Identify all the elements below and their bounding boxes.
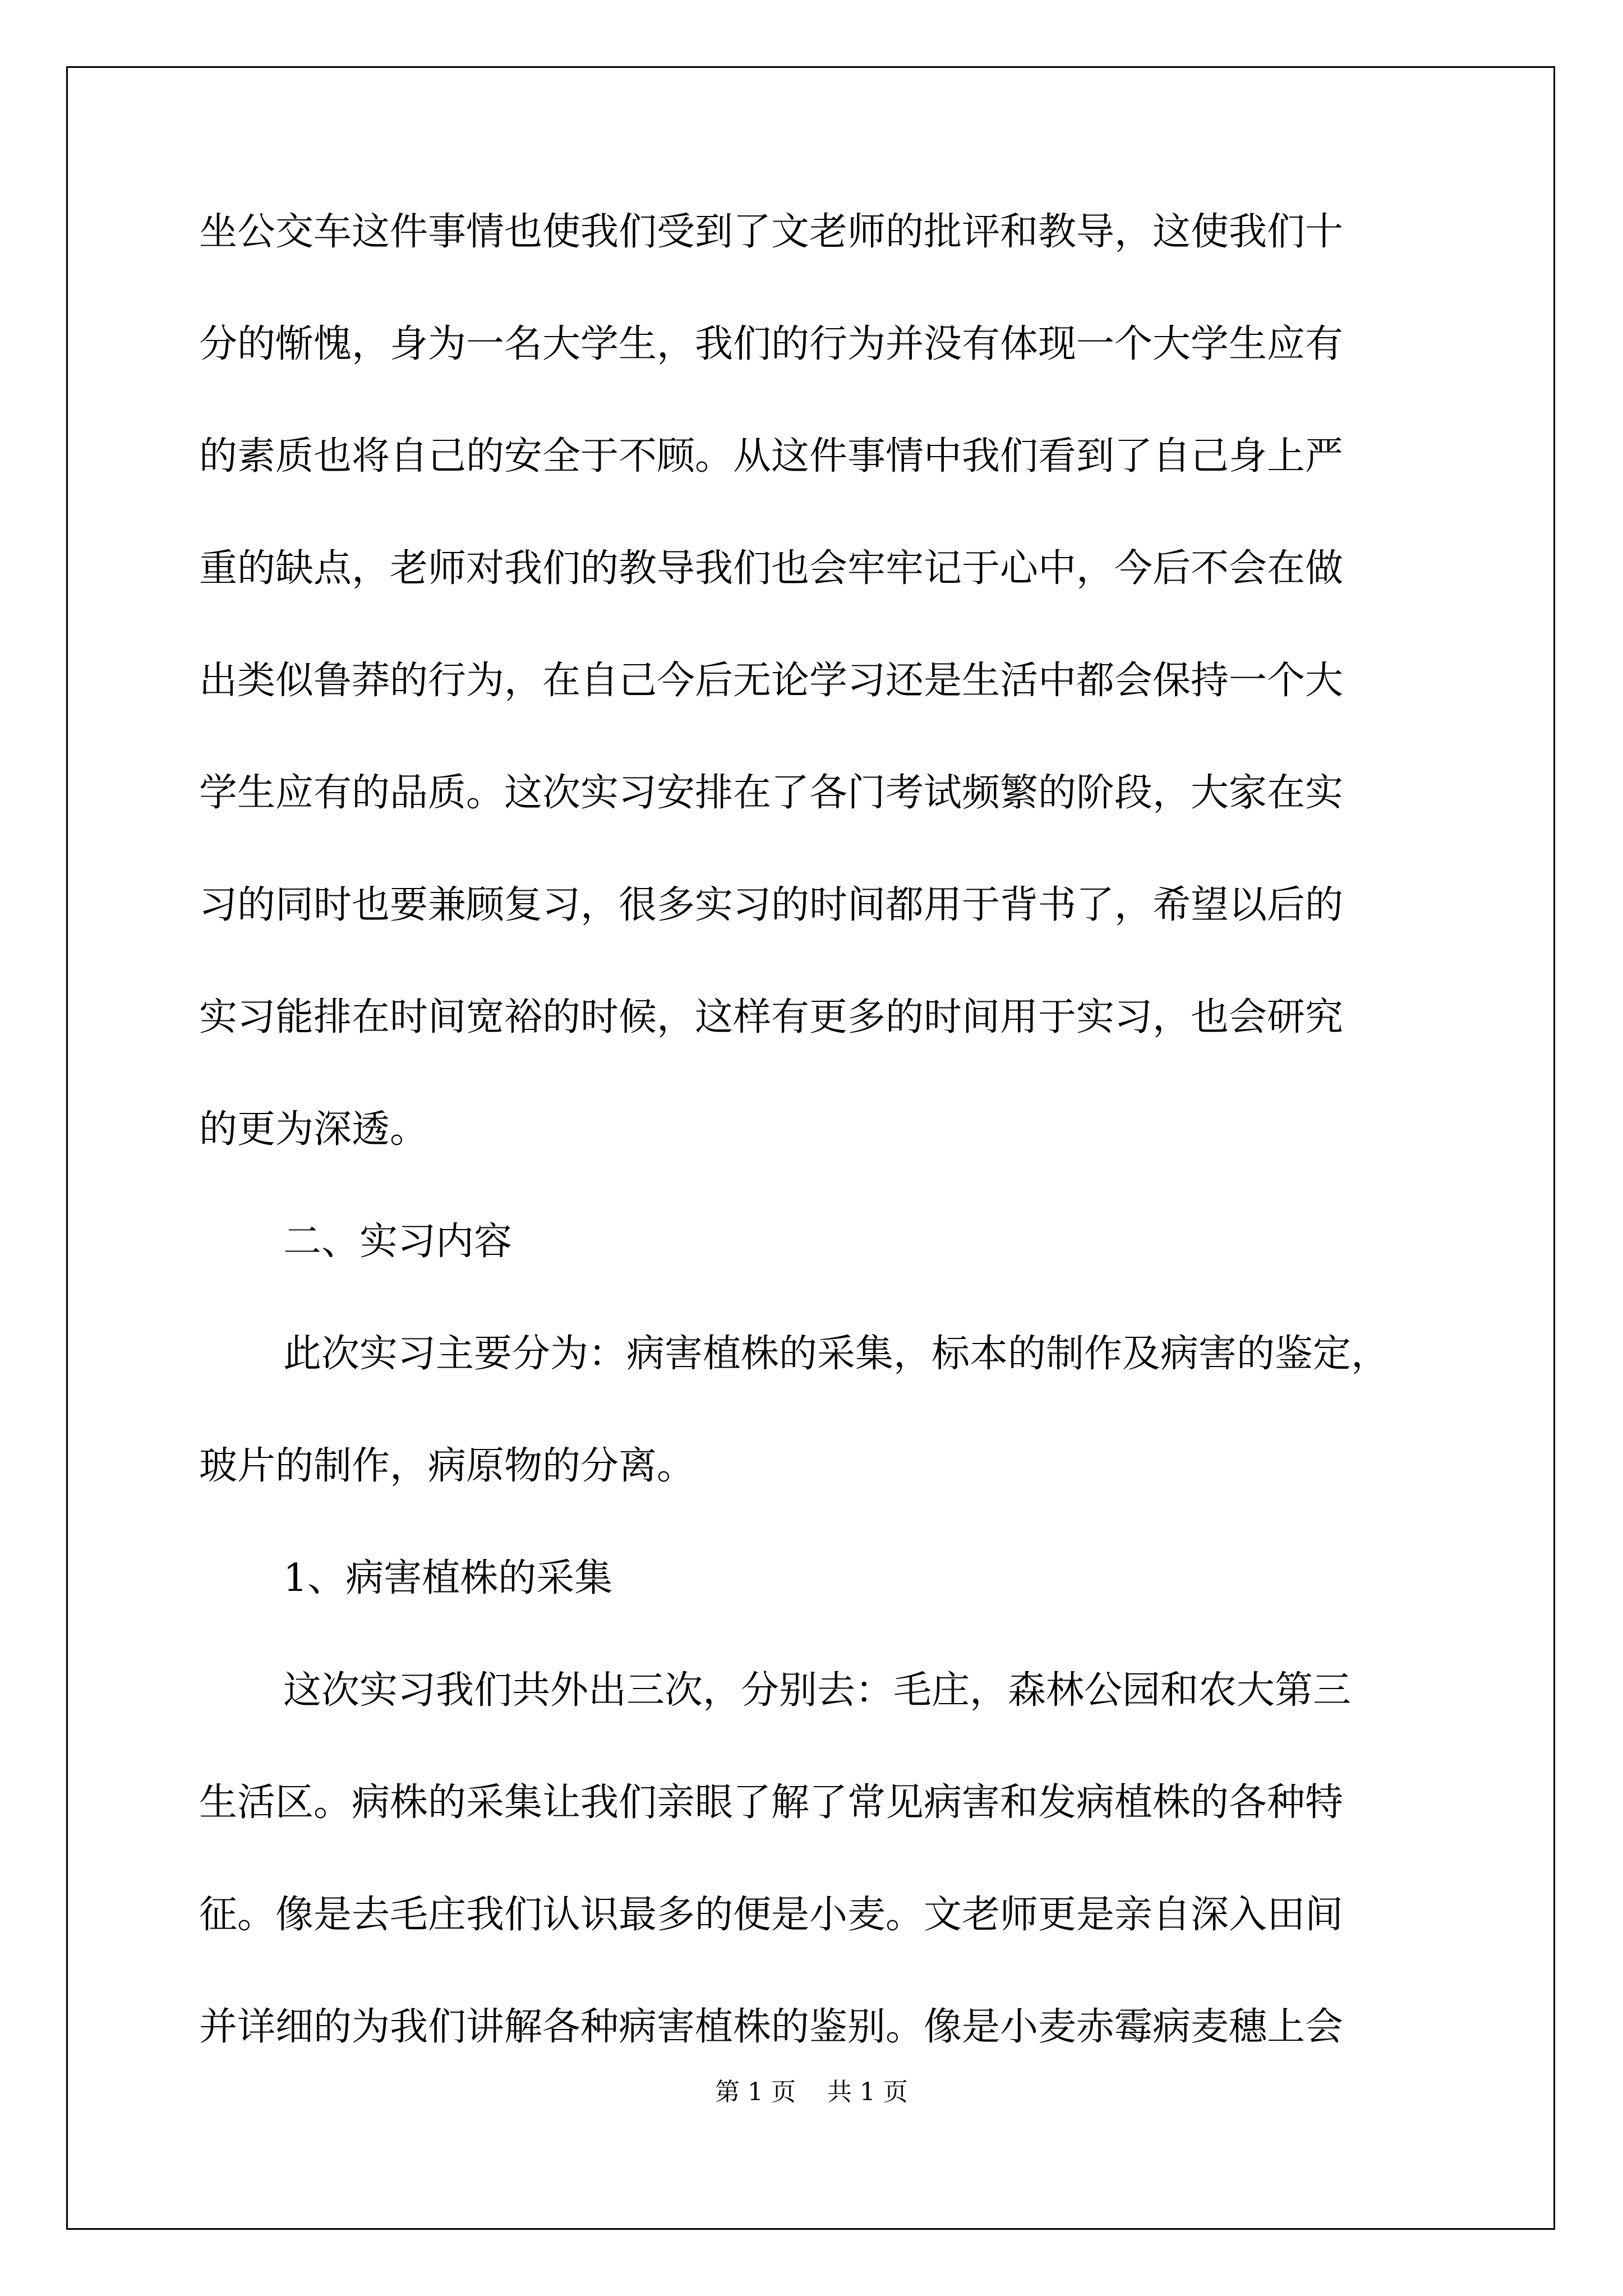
body-text-line: 学生应有的品质。这次实习安排在了各门考试频繁的阶段，大家在实 [199,771,1344,815]
body-text-line: 实习能排在时间宽裕的时候，这样有更多的时间用于实习，也会研究 [199,995,1344,1039]
body-text-line: 分的惭愧，身为一名大学生，我们的行为并没有体现一个大学生应有 [199,322,1344,366]
body-text-line: 这次实习我们共外出三次，分别去：毛庄，森林公园和农大第三 [283,1668,1352,1713]
body-text-line: 的更为深透。 [199,1107,428,1152]
page-number-footer: 第 1 页 共 1 页 [715,2078,908,2106]
section-heading: 二、实习内容 [283,1220,513,1264]
body-text-line: 出类似鲁莽的行为，在自己今后无论学习还是生活中都会保持一个大 [199,659,1344,703]
body-text-line: 此次实习主要分为：病害植株的采集，标本的制作及病害的鉴定， [283,1332,1390,1376]
body-text-line: 重的缺点，老师对我们的教导我们也会牢牢记于心中，今后不会在做 [199,546,1344,591]
subsection-heading: 1、病害植株的采集 [283,1556,613,1600]
body-text-line: 玻片的制作，病原物的分离。 [199,1444,695,1488]
body-text-line: 征。像是去毛庄我们认识最多的便是小麦。文老师更是亲自深入田间 [199,1893,1344,1937]
body-text-line: 习的同时也要兼顾复习，很多实习的时间都用于背书了，希望以后的 [199,883,1344,927]
body-text-line: 坐公交车这件事情也使我们受到了文老师的批评和教导，这使我们十 [199,210,1344,254]
body-text-line: 并详细的为我们讲解各种病害植株的鉴别。像是小麦赤霉病麦穗上会 [199,2005,1344,2049]
body-text-line: 生活区。病株的采集让我们亲眼了解了常见病害和发病植株的各种特 [199,1780,1344,1825]
body-text-line: 的素质也将自己的安全于不顾。从这件事情中我们看到了自己身上严 [199,434,1344,478]
